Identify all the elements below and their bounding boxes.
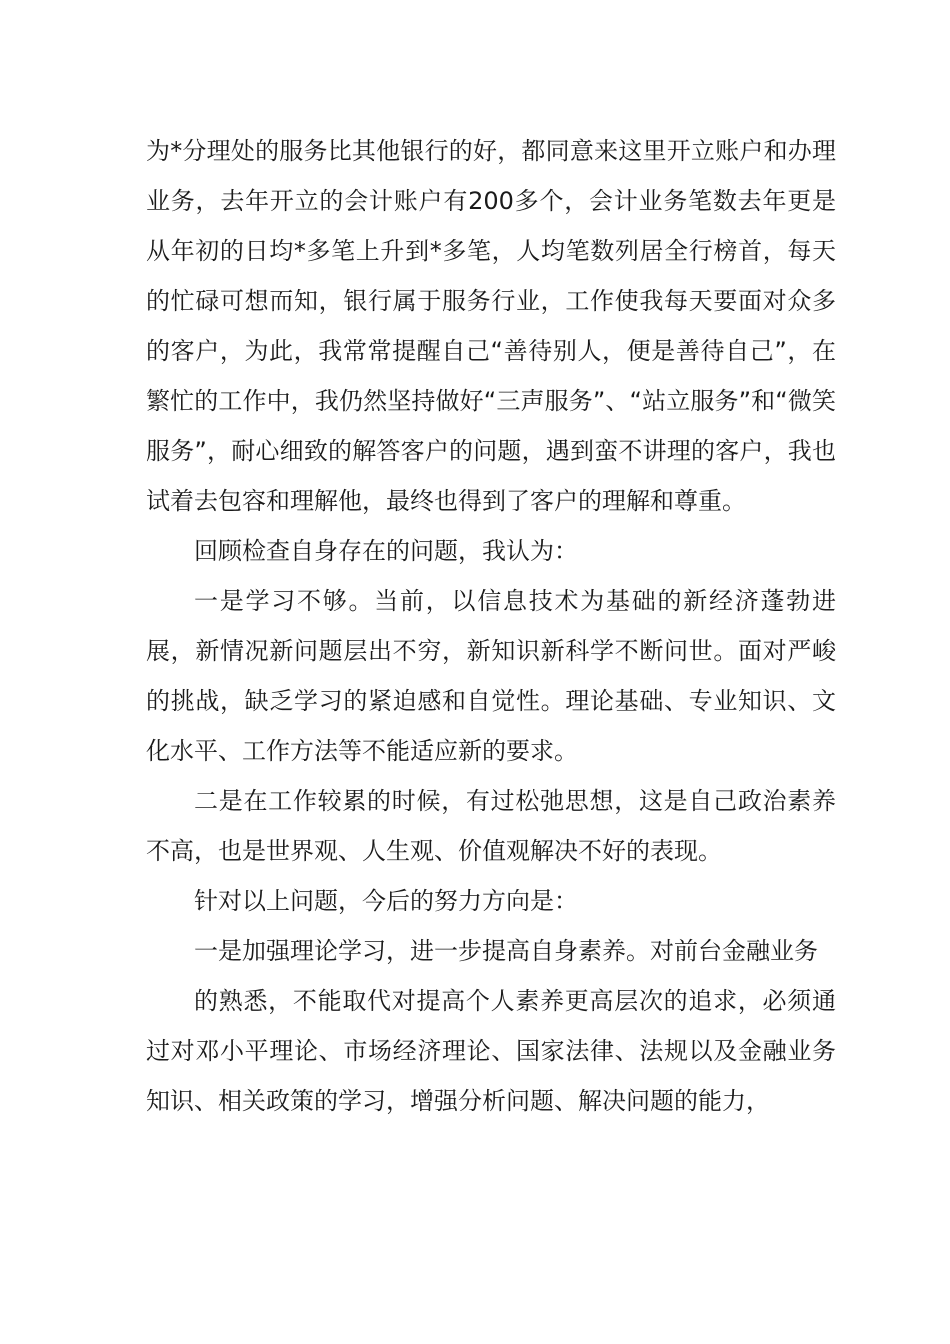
paragraph-3: 一是学习不够。当前，以信息技术为基础的新经济蓬勃进展，新情况新问题层出不穷，新知识新科学不断问世。面对严峻的挑战，缺乏学习的紧迫感和自觉性。理论基础、专业知识、文化水平、工作方法等不能适应新的要求。 [146, 587, 836, 765]
body-text [146, 126, 836, 1126]
paragraph-2: 回顾检查自身存在的问题，我认为： [194, 537, 578, 565]
paragraph-1: 为*分理处的服务比其他银行的好，都同意来这里开立账户和办理业务，去年开立的会计账户有200多个，会计业务笔数去年更是从年初的日均*多笔上升到*多笔，人均笔数列居全行榜首，每天的忙碌可想而知，银行属于服务行业，工作使我每天要面对众多的客户，为此，我常常提醒自己“善待别人，便是善待自己”，在繁忙的工作中，我仍然坚持做好“三声服务”、“站立服务”和“微笑服务”，耐心细致的解答客户的问题，遇到蛮不讲理的客户，我也试着去包容和理解他，最终也得到了客户的理解和尊重。 [146, 137, 836, 515]
paragraph-5: 针对以上问题，今后的努力方向是： [194, 887, 578, 915]
paragraph-6: 一是加强理论学习，进一步提高自身素养。对前台金融业务 [194, 937, 818, 965]
paragraph-4: 二是在工作较累的时候，有过松弛思想，这是自己政治素养不高，也是世界观、人生观、价值观解决不好的表现。 [146, 787, 836, 865]
paragraph-7: 的熟悉，不能取代对提高个人素养更高层次的追求，必须通过对邓小平理论、市场经济理论、国家法律、法规以及金融业务知识、相关政策的学习，增强分析问题、解决问题的能力， [146, 987, 836, 1115]
